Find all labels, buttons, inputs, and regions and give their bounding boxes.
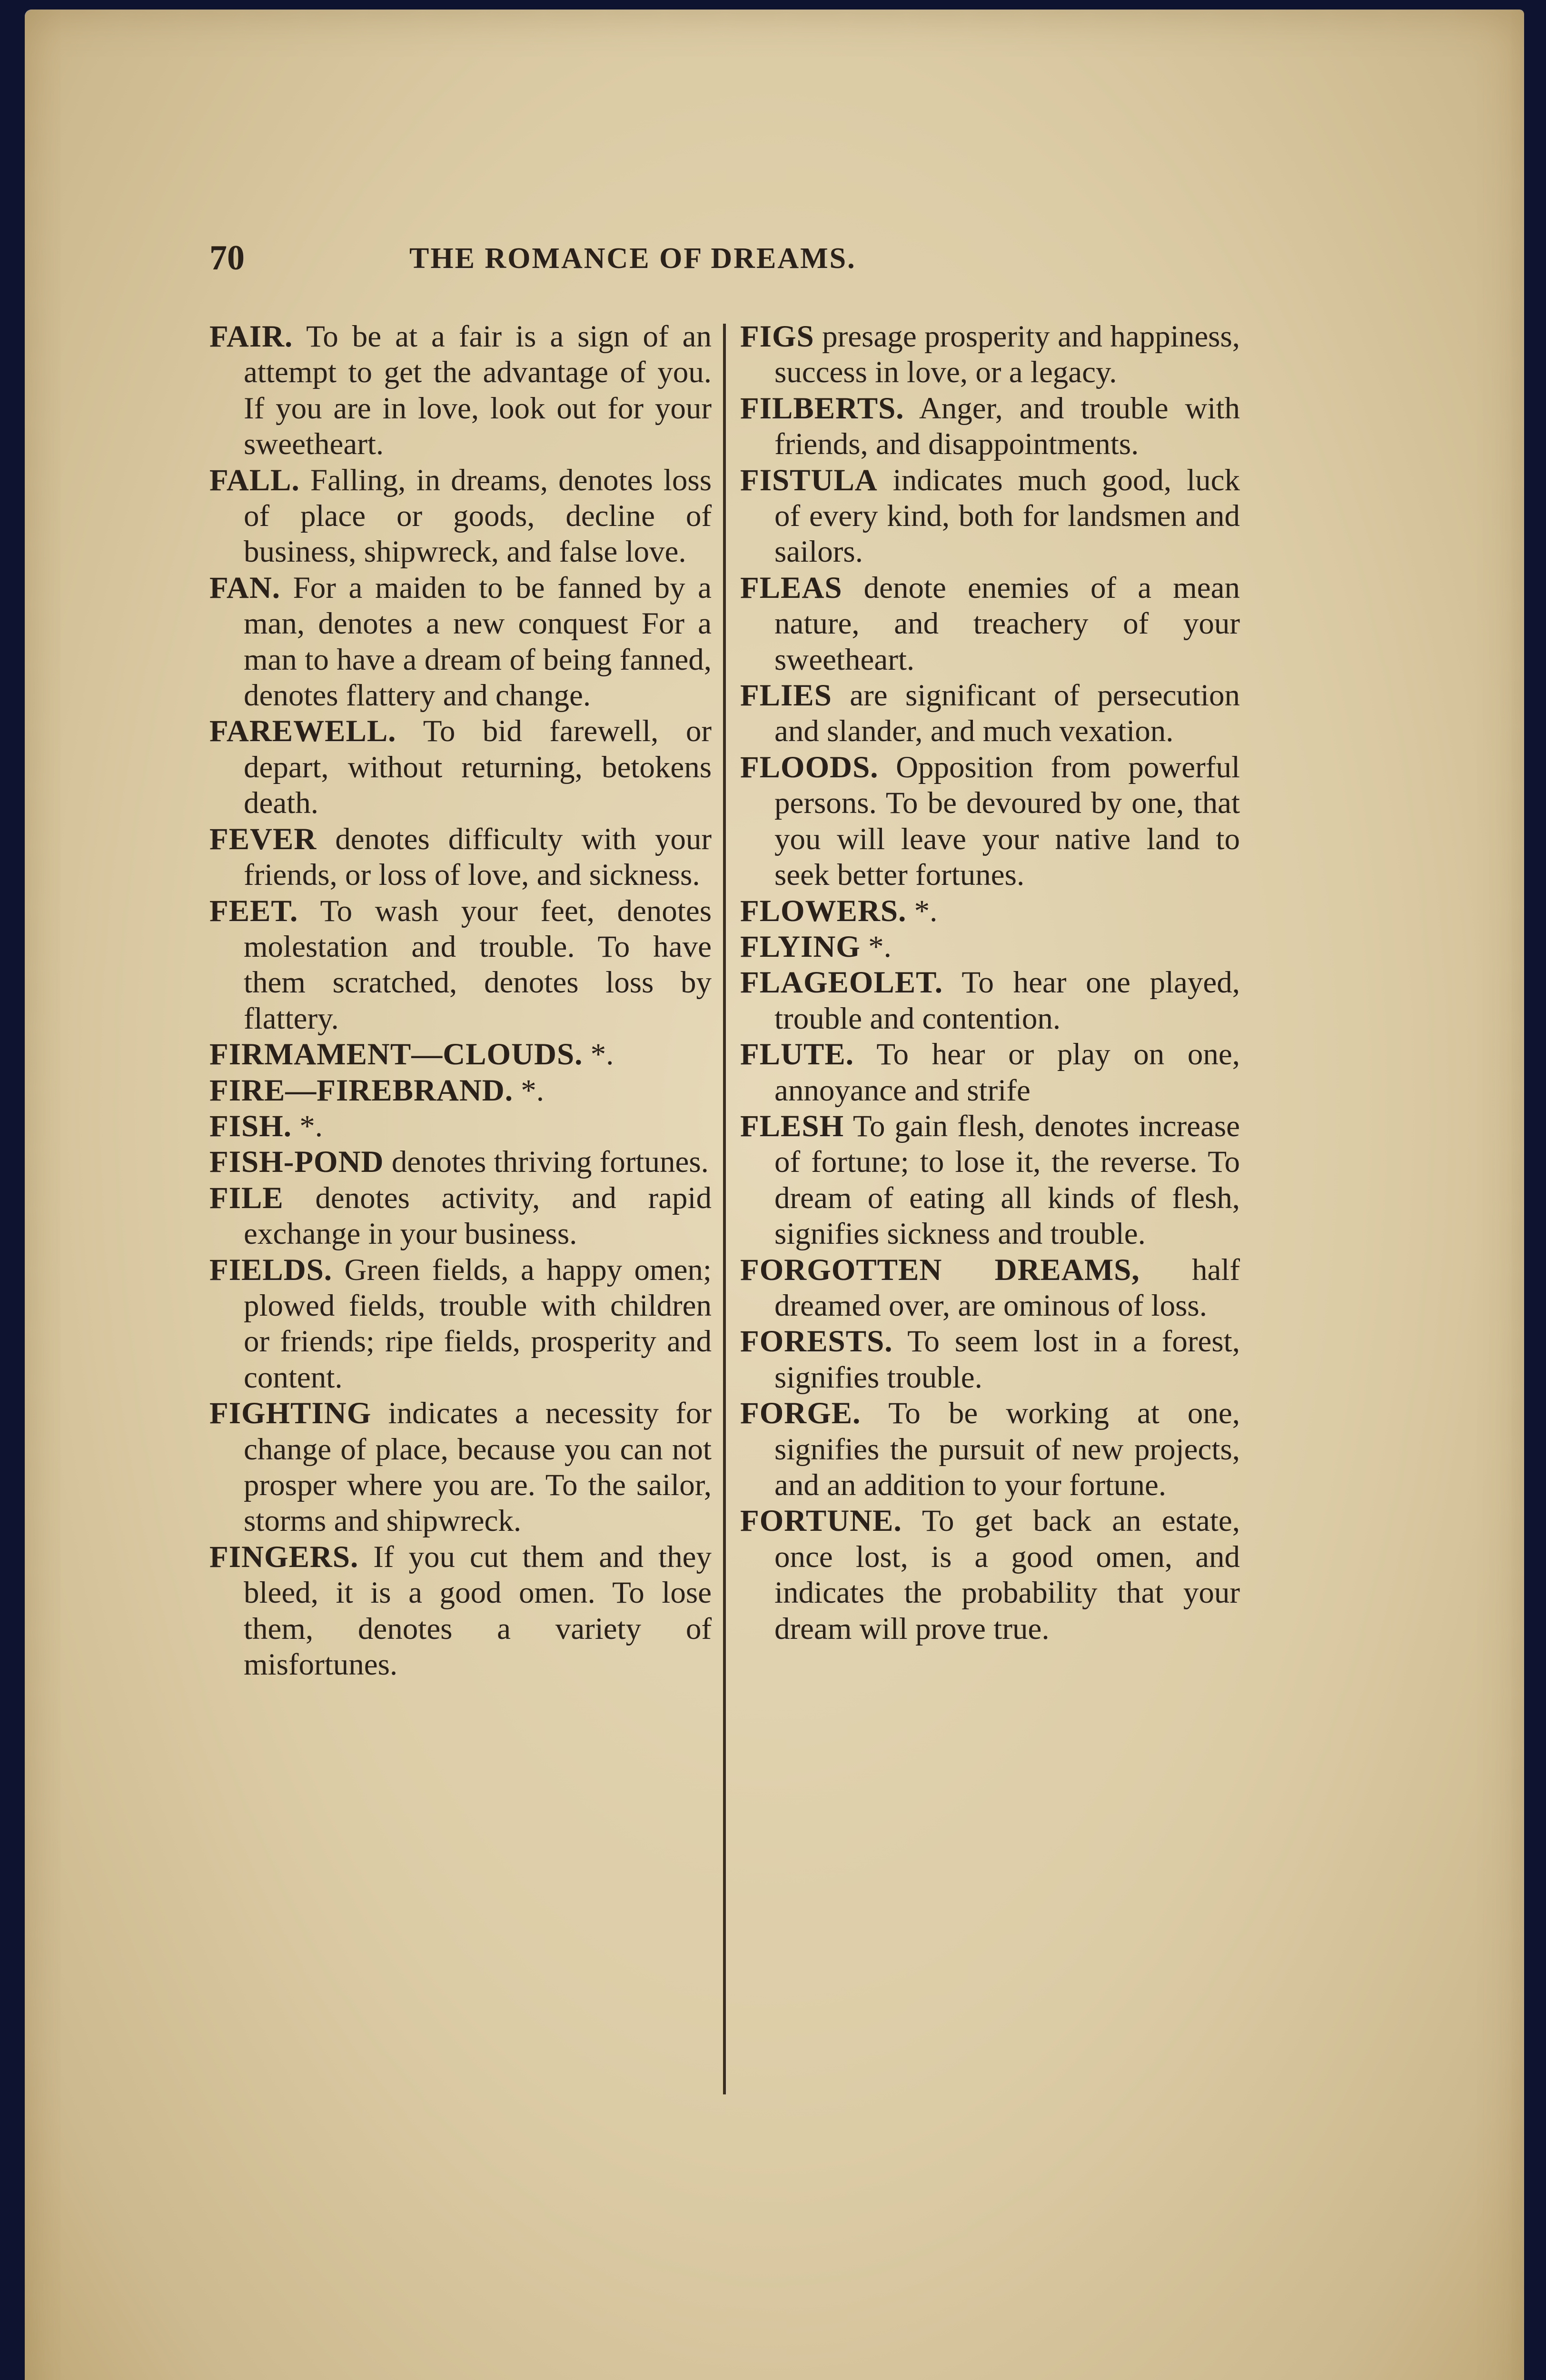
entry-headword: FAN. xyxy=(209,570,281,605)
entry-definition: indicates a necessity for change of place, because you can not prosper where you are. To the sailor, storms and shipwreck. xyxy=(244,1396,712,1538)
entry-headword: FORGOTTEN DREAMS, xyxy=(740,1252,1140,1287)
entry-headword: FORTUNE. xyxy=(740,1504,902,1538)
entry-definition: To bid farewell, or depart, without returning, betokens death. xyxy=(244,714,712,821)
entry-headword: FINGERS. xyxy=(209,1539,359,1574)
entry-definition: presage prosperity and happiness, success in love, or a legacy. xyxy=(774,319,1240,390)
page-number: 70 xyxy=(209,238,245,278)
dictionary-entry xyxy=(740,319,1240,391)
dictionary-entry xyxy=(209,1144,712,1180)
dictionary-entry xyxy=(209,893,712,1037)
entry-definition: To get back an estate, once lost, is a good omen, and indicates the probability that your dream will prove true. xyxy=(774,1504,1240,1646)
dictionary-entry xyxy=(740,1396,1240,1503)
entry-headword: FEVER xyxy=(209,822,317,856)
entry-definition: *. xyxy=(590,1037,614,1072)
entry-definition: *. xyxy=(299,1109,323,1143)
entry-definition: *. xyxy=(521,1073,544,1108)
dictionary-entry xyxy=(209,1073,712,1109)
dictionary-entry xyxy=(209,1180,712,1252)
entry-headword: FLYING xyxy=(740,929,861,964)
dictionary-entry xyxy=(740,1324,1240,1396)
entry-definition: denotes difficulty with your friends, or loss of love, and sickness. xyxy=(244,822,712,892)
entry-headword: FILE xyxy=(209,1180,284,1215)
entry-headword: FORESTS. xyxy=(740,1324,893,1359)
entry-definition: To gain flesh, denotes increase of fortune; to lose it, the reverse. To dream of eating all kinds of flesh, signifies sickness and trouble. xyxy=(774,1109,1240,1251)
entry-definition: Anger, and trouble with friends, and disappointments. xyxy=(774,391,1240,462)
entry-headword: FLAGEOLET. xyxy=(740,965,943,1000)
entry-definition: To seem lost in a forest, signifies trouble. xyxy=(774,1324,1240,1395)
dictionary-entry xyxy=(740,965,1240,1037)
dictionary-entry xyxy=(740,1252,1240,1324)
entry-definition: denotes activity, and rapid exchange in your business. xyxy=(244,1180,712,1251)
dictionary-entry xyxy=(740,929,1240,965)
entry-definition: If you cut them and they bleed, it is a good omen. To lose them, denotes a variety of misfortunes. xyxy=(244,1539,712,1682)
dictionary-entry xyxy=(209,319,712,463)
entry-headword: FIRE—FIREBRAND. xyxy=(209,1073,513,1108)
entry-definition: To hear or play on one, annoyance and strife xyxy=(774,1037,1240,1108)
entry-headword: FLESH xyxy=(740,1109,844,1143)
entry-headword: FAIR. xyxy=(209,319,293,354)
dictionary-entry xyxy=(209,1396,712,1539)
entry-definition: For a maiden to be fanned by a man, denotes a new conquest For a man to have a dream of being fanned, denotes flattery and change. xyxy=(244,570,712,713)
dictionary-entry xyxy=(740,1037,1240,1109)
running-head-title: THE ROMANCE OF DREAMS. xyxy=(409,242,856,275)
entry-headword: FISH. xyxy=(209,1109,292,1143)
entry-definition: To wash your feet, denotes molestation and trouble. To have them scratched, denotes loss by flattery. xyxy=(244,893,712,1036)
dictionary-entry xyxy=(209,822,712,893)
column-divider xyxy=(723,324,726,2094)
dictionary-entry xyxy=(740,893,1240,929)
entry-headword: FIRMAMENT—CLOUDS. xyxy=(209,1037,583,1072)
dictionary-entry xyxy=(209,1109,712,1144)
entry-definition: denotes thriving fortunes. xyxy=(391,1145,709,1180)
entry-definition: denote enemies of a mean nature, and treachery of your sweetheart. xyxy=(774,570,1240,677)
entry-headword: FLIES xyxy=(740,678,832,713)
entry-headword: FIELDS. xyxy=(209,1252,333,1287)
entry-definition: To hear one played, trouble and contention. xyxy=(774,965,1240,1036)
entry-definition: indicates much good, luck of every kind, both for landsmen and sailors. xyxy=(774,463,1240,569)
dictionary-entry xyxy=(209,1252,712,1396)
entry-headword: FALL. xyxy=(209,463,300,497)
entry-headword: FILBERTS. xyxy=(740,391,904,426)
entry-headword: FAREWELL. xyxy=(209,714,396,749)
dictionary-entry xyxy=(209,463,712,570)
page-header xyxy=(209,238,990,281)
dictionary-entry xyxy=(740,678,1240,750)
dictionary-entry xyxy=(209,714,712,821)
entry-definition: Opposition from powerful persons. To be devoured by one, that you will leave your native land to seek better fortunes. xyxy=(774,750,1240,892)
entry-headword: FLUTE. xyxy=(740,1037,854,1072)
entry-definition: Green fields, a happy omen; plowed fields, trouble with children or friends; ripe fields, prosperity and content. xyxy=(244,1252,712,1395)
entry-headword: FEET. xyxy=(209,893,298,928)
dictionary-entry xyxy=(209,1037,712,1072)
entry-headword: FORGE. xyxy=(740,1396,861,1431)
dictionary-entry xyxy=(209,1539,712,1683)
dictionary-entry xyxy=(740,750,1240,893)
entry-definition: are significant of persecution and slander, and much vexation. xyxy=(774,678,1240,749)
entry-headword: FLOWERS. xyxy=(740,893,907,928)
entry-definition: half dreamed over, are ominous of loss. xyxy=(774,1252,1240,1323)
entry-headword: FISTULA xyxy=(740,463,878,497)
dictionary-entry xyxy=(740,570,1240,678)
entry-definition: To be working at one, signifies the pursuit of new projects, and an addition to your fortune. xyxy=(774,1396,1240,1502)
entry-definition: Falling, in dreams, denotes loss of place or goods, decline of business, shipwreck, and false love. xyxy=(244,463,712,569)
left-column xyxy=(209,319,712,2109)
entry-headword: FLOODS. xyxy=(740,750,879,784)
dictionary-entry xyxy=(740,391,1240,463)
dictionary-entry xyxy=(209,570,712,714)
entry-definition: To be at a fair is a sign of an attempt to get the advantage of you. If you are in love, look out for your sweetheart. xyxy=(244,319,712,462)
entry-headword: FIGHTING xyxy=(209,1396,372,1431)
entry-definition: *. xyxy=(914,893,938,928)
right-column xyxy=(740,319,1240,2109)
entry-definition: *. xyxy=(868,929,892,964)
entry-headword: FLEAS xyxy=(740,570,842,605)
dictionary-entry xyxy=(740,1109,1240,1252)
entry-headword: FISH-POND xyxy=(209,1145,384,1180)
dictionary-entry xyxy=(740,463,1240,570)
dictionary-entry xyxy=(740,1503,1240,1647)
entry-headword: FIGS xyxy=(740,319,814,354)
